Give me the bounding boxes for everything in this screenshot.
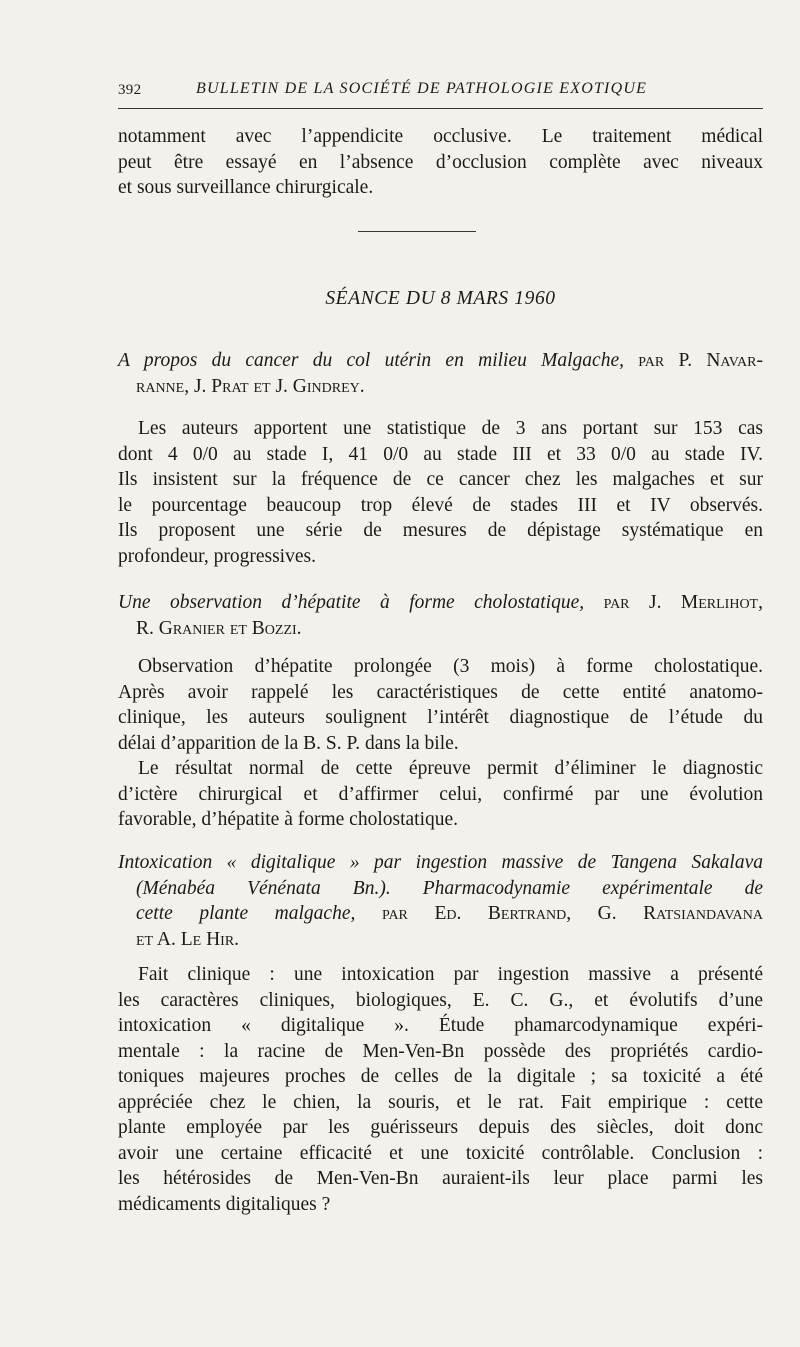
text-line: Observation d’hépatite prolongée (3 mois) à forme cholostatique. bbox=[138, 656, 763, 677]
article1-authors: ranne, J. Prat et J. Gindrey. bbox=[136, 375, 365, 397]
text-line: toniques majeures proches de celles de la digitale ; sa toxicité a été bbox=[118, 1066, 763, 1087]
text-line: appréciée chez le chien, la souris, et le rat. Fait empirique : cette bbox=[118, 1091, 763, 1113]
text-line: médicaments digitaliques ? bbox=[118, 1193, 331, 1215]
text-line: Ils insistent sur la fréquence de ce cancer chez les malgaches et sur bbox=[118, 469, 763, 490]
text-line: délai d’apparition de la B. S. P. dans la bile. bbox=[118, 732, 459, 754]
article1-authors-start: par P. Navar- bbox=[624, 350, 763, 371]
article1-abstract bbox=[118, 416, 763, 569]
seance-heading: SÉANCE DU 8 MARS 1960 bbox=[325, 288, 556, 309]
text-line: Les auteurs apportent une statistique de 3 ans portant sur 153 cas bbox=[138, 418, 763, 439]
text-line: avoir une certaine efficacité et une toxicité contrôlable. Conclusion : bbox=[118, 1142, 763, 1164]
article3-title-line: Intoxication « digitalique » par ingestion massive de Tangena Sakalava bbox=[118, 852, 763, 873]
article3-title-italic: cette plante malgache, bbox=[136, 903, 356, 924]
text-line: peut être essayé en l’absence d’occlusion complète avec niveaux bbox=[118, 151, 763, 173]
section-separator bbox=[358, 231, 476, 232]
article3-title-line: (Ménabéa Vénénata Bn.). Pharmacodynamie expérimentale de bbox=[136, 877, 763, 899]
article2-title bbox=[118, 590, 763, 641]
page-number: 392 bbox=[118, 82, 142, 98]
text-line: le pourcentage beaucoup trop élevé de stades III et IV observés. bbox=[118, 494, 763, 516]
article3-title bbox=[118, 850, 763, 952]
text-line: les caractères cliniques, biologiques, E. C. G., et évolutifs d’une bbox=[118, 989, 763, 1011]
intro-paragraph bbox=[118, 124, 763, 201]
article2-authors-start: par J. Merlihot, bbox=[584, 592, 763, 613]
article3-abstract bbox=[118, 962, 763, 1217]
text-line: dont 4 0/0 au stade I, 41 0/0 au stade III et 33 0/0 au stade IV. bbox=[118, 443, 763, 465]
text-line: Le résultat normal de cette épreuve permit d’éliminer le diagnostic bbox=[138, 758, 763, 779]
article1-title bbox=[118, 348, 763, 399]
text-line: d’ictère chirurgical et d’affirmer celui, confirmé par une évolution bbox=[118, 783, 763, 805]
text-line: les hétérosides de Men-Ven-Bn auraient-ils leur place parmi les bbox=[118, 1168, 763, 1189]
text-line: favorable, d’hépatite à forme cholostatique. bbox=[118, 809, 459, 830]
article2-authors: R. Granier et Bozzi. bbox=[136, 617, 302, 639]
text-line: Ils proposent une série de mesures de dépistage systématique en bbox=[118, 520, 763, 541]
header-rule bbox=[118, 108, 763, 109]
text-line: profondeur, progressives. bbox=[118, 545, 316, 567]
text-line: mentale : la racine de Men-Ven-Bn possède des propriétés cardio- bbox=[118, 1040, 763, 1062]
text-line: Fait clinique : une intoxication par ingestion massive a présenté bbox=[138, 964, 763, 985]
article2-title-italic: Une observation d’hépatite à forme cholostatique, bbox=[118, 592, 585, 613]
article1-title-italic: A propos du cancer du col utérin en milieu Malgache, bbox=[118, 350, 624, 371]
article3-authors-start: par Ed. Bertrand, G. Ratsiandavana bbox=[355, 903, 764, 924]
article2-abstract bbox=[118, 654, 763, 833]
text-line: clinique, les auteurs soulignent l’intérêt diagnostique de l’étude du bbox=[118, 707, 763, 728]
text-line: intoxication « digitalique ». Étude phamarcodynamique expéri- bbox=[118, 1015, 763, 1036]
article3-authors: et A. Le Hir. bbox=[136, 928, 240, 950]
text-line: notamment avec l’appendicite occlusive. Le traitement médical bbox=[118, 126, 763, 147]
text-line: plante employée par les guérisseurs depuis des siècles, doit donc bbox=[118, 1117, 763, 1138]
journal-title: BULLETIN DE LA SOCIÉTÉ DE PATHOLOGIE EXOTIQUE bbox=[196, 80, 648, 97]
text-line: Après avoir rappelé les caractéristiques de cette entité anatomo- bbox=[118, 681, 763, 703]
text-line: et sous surveillance chirurgicale. bbox=[118, 177, 374, 198]
